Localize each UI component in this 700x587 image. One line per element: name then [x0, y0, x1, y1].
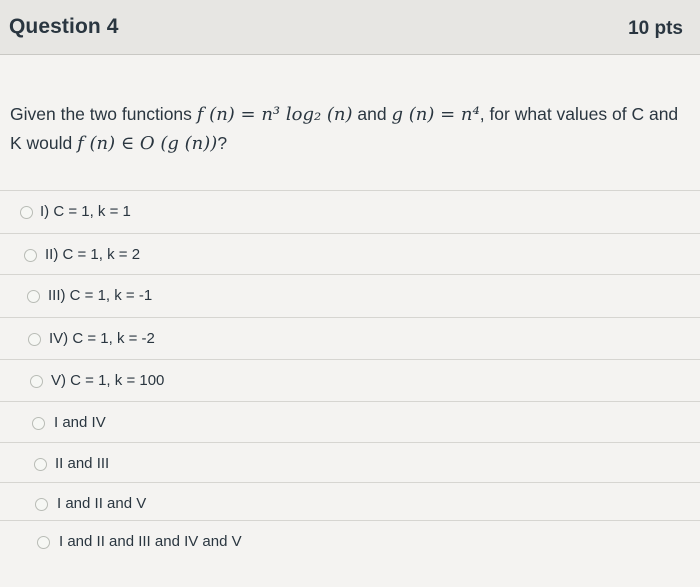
answer-option[interactable]: [0, 317, 700, 357]
answer-label: IV) C = 1, k = -2: [49, 330, 155, 347]
function-g-math: g (n) = n⁴: [391, 104, 480, 125]
answer-radio[interactable]: [37, 536, 50, 549]
answer-option[interactable]: [0, 520, 700, 560]
answer-option[interactable]: [0, 274, 700, 314]
answer-divider: [0, 442, 700, 443]
question-and-text: and: [352, 104, 392, 124]
question-points: 10 pts: [628, 18, 683, 39]
question-text: [10, 100, 680, 158]
answer-option[interactable]: [0, 233, 700, 273]
answer-radio[interactable]: [28, 333, 41, 346]
answer-radio[interactable]: [32, 417, 45, 430]
question-title: Question 4: [9, 15, 119, 38]
answer-option[interactable]: [0, 442, 700, 482]
question-line-2: [10, 129, 680, 158]
answer-divider: [0, 482, 700, 483]
answer-divider: [0, 233, 700, 234]
question-intro-text: Given the two functions: [10, 104, 197, 124]
answer-radio[interactable]: [20, 206, 33, 219]
answer-radio[interactable]: [27, 290, 40, 303]
function-f-math: f (n) = n³ log₂ (n): [196, 104, 353, 125]
answer-divider: [0, 401, 700, 402]
answer-divider: [0, 274, 700, 275]
answer-divider: [0, 359, 700, 360]
answer-label: II) C = 1, k = 2: [45, 246, 141, 263]
answer-label: I and II and III and IV and V: [59, 533, 242, 550]
answer-option[interactable]: [0, 190, 700, 230]
answer-radio[interactable]: [34, 458, 47, 471]
answer-label: V) C = 1, k = 100: [51, 372, 165, 389]
question-header: [0, 0, 700, 55]
answer-label: I and II and V: [57, 495, 147, 512]
question-line2-start: K would: [10, 133, 78, 153]
answer-option[interactable]: [0, 482, 700, 522]
answer-label: II and III: [55, 455, 110, 472]
answer-label: I and IV: [54, 414, 106, 431]
question-end-text: ?: [217, 133, 228, 153]
answer-option[interactable]: [0, 401, 700, 441]
answer-radio[interactable]: [24, 249, 37, 262]
answer-label: I) C = 1, k = 1: [40, 203, 131, 220]
answer-label: III) C = 1, k = -1: [48, 287, 153, 304]
answer-divider: [0, 317, 700, 318]
big-o-membership-math: f (n) ∈ O (g (n)): [77, 133, 218, 154]
answer-radio[interactable]: [30, 375, 43, 388]
question-mid-text: , for what values of C and: [479, 104, 679, 124]
answer-option[interactable]: [0, 359, 700, 399]
answer-radio[interactable]: [35, 498, 48, 511]
answer-divider: [0, 190, 700, 191]
answer-divider: [0, 520, 700, 521]
